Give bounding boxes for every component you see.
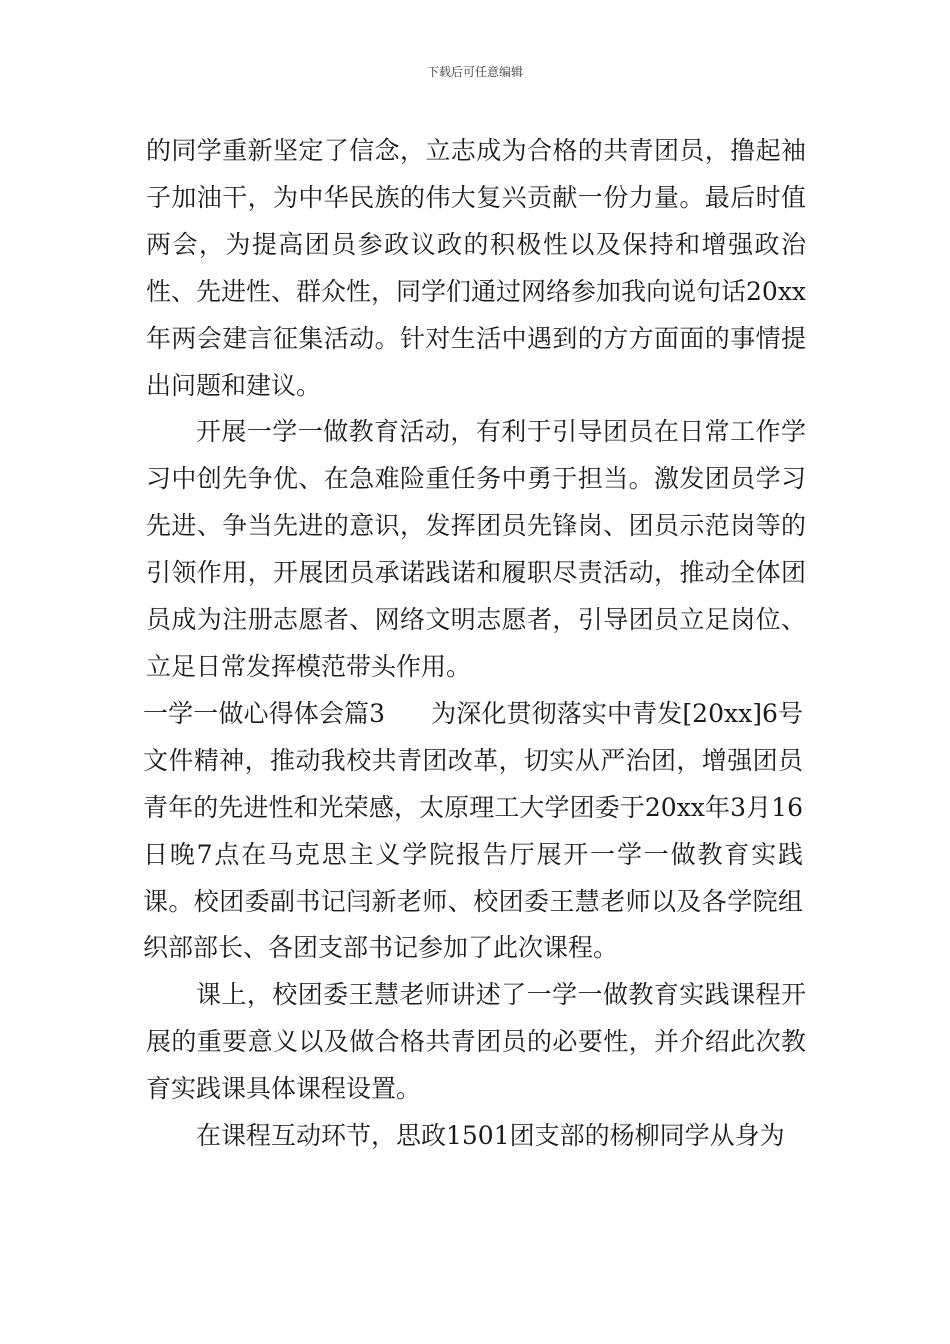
page-header: 下载后可任意编辑 [426,65,523,79]
document-body [143,128,807,1160]
paragraph-continued: 的同学重新坚定了信念，立志成为合格的共青团员，撸起袖子加油干，为中华民族的伟大复兴贡献一份力量。最后时值两会，为提高团员参政议政的积极性以及保持和增强政治性、先进性、群众性，同学们通过网络参加我向说句话20xx年两会建言征集活动。针对生活中遇到的方方面面的事情提出问题和建议。 [146,136,807,400]
section-body: 为深化贯彻落实中青发[20xx]6号文件精神，推动我校共青团改革，切实从严治团，增强团员青年的先进性和光荣感，太原理工大学团委于20xx年3月16日晚7点在马克思主义学院报告厅展开一学一做教育实践课。校团委副书记闫新老师、校团委王慧老师以及各学院组织部部长、各团支部书记参加了此次课程。 [143,698,803,963]
section-paragraph [143,691,803,972]
paragraph-lesson: 课上，校团委王慧老师讲述了一学一做教育实践课程开展的重要意义以及做合格共青团员的必要性，并介绍此次教育实践课具体课程设置。 [146,980,806,1104]
paragraph-activity: 开展一学一做教育活动，有利于引导团员在日常工作学习中创先争优、在急难险重任务中勇于担当。激发团员学习先进、争当先进的意识，发挥团员先锋岗、团员示范岗等的引领作用，开展团员承诺践诺和履职尽责活动，推动全体团员成为注册志愿者、网络文明志愿者，引导团员立足岗位、立足日常发挥模范带头作用。 [146,417,806,681]
section-title: 一学一做心得体会篇3 [143,698,386,728]
paragraph-interaction: 在课程互动环节，思政1501团支部的杨柳同学从身为 [196,1121,785,1151]
